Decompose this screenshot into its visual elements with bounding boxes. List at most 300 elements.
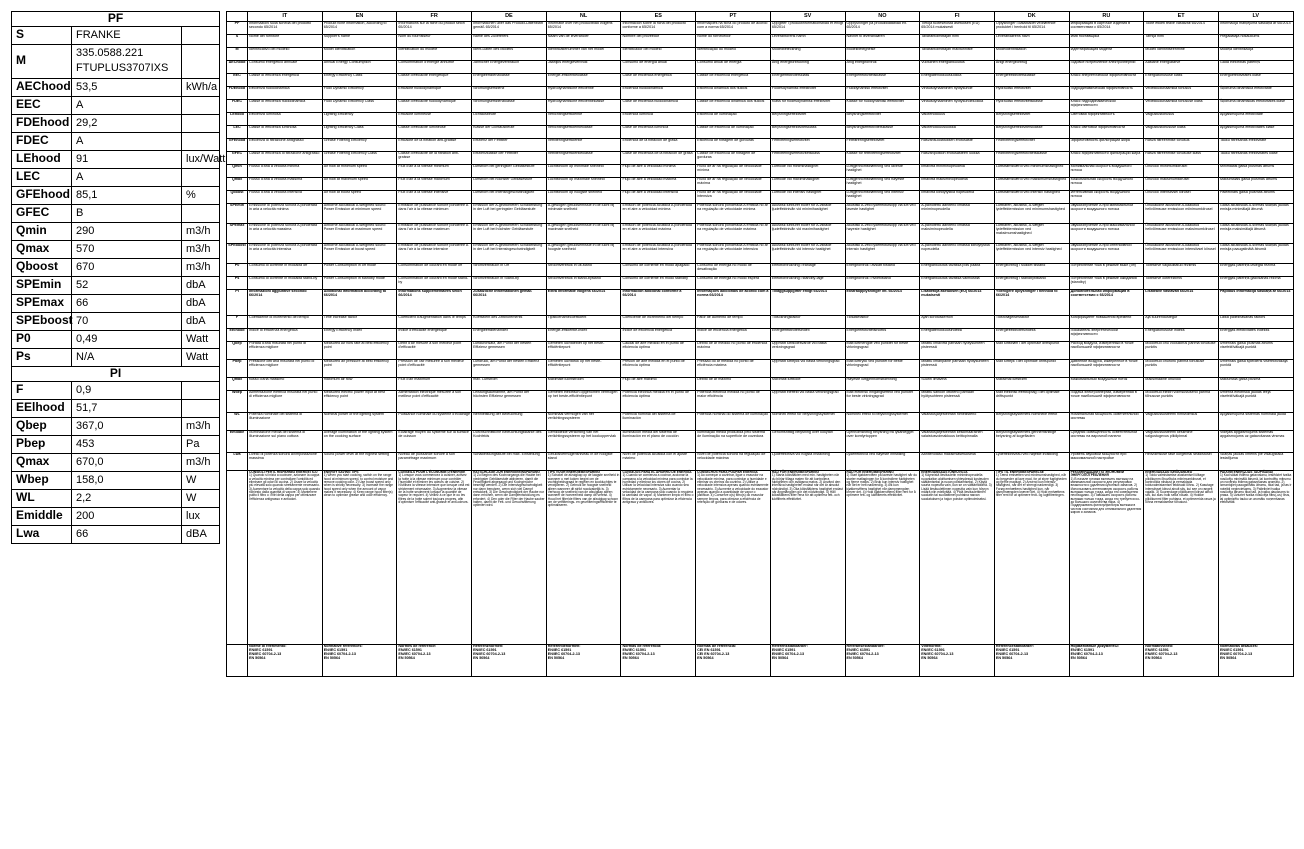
translation-cell: Potência nominal do sistema de iluminação [696,413,771,431]
spec-unit [182,96,220,114]
translation-cell: Mõõdetud elektri võimsussisend parima tõhususe punktis [1144,391,1219,413]
norms-title: Norme di riferimento: [249,644,287,648]
translation-cell: Toitetarve väljalülitatud režiimis [1144,264,1219,277]
translation-cell: Tavarantoimittajan mallitunniste [920,48,995,61]
translation-cell: Akustisk luftburet buller för A-viktade ljudeffektnivån vid maximihastighet [770,224,845,244]
translation-cell: Información adicional conforme a 66/2014 [621,290,696,316]
spec-value: 670 [72,258,182,276]
norms-title: Normatīvās atsauces: [1219,644,1259,648]
translation-cell: Leverandørens navn [994,35,1069,48]
spec-unit: lux/Watt [182,150,220,168]
translation-cell: Flusso d'aria a velocità intensiva [248,191,323,204]
translation-cell: Indice di efficienza energetica [248,329,323,342]
translation-cell: Emisión de potencia acústica A ponderada en el aire a velocidad intensiva [621,244,696,264]
translation-cell: Ajan korotuskerroin [920,316,995,329]
translation-cell: Measured Air flow rate at best efficiency point [322,342,397,360]
norms-cell [322,645,397,677]
translation-cell: Yderligere oplysninger i henhold til 66/2014 [994,290,1069,316]
energy-tips-cell [621,471,696,645]
translation-cell: Informations sur la fiche du produit selon 65/2014 [397,22,472,35]
translation-cell: Årlig energiforbruk [845,61,920,74]
energy-tips-cell [994,471,1069,645]
translation-cell: Aastane energiatarve [1144,61,1219,74]
translation-cell: Air flow at maximum speed [322,178,397,191]
spec-unit: m3/h [182,240,220,258]
row-key: FDEhood [227,87,248,100]
translation-cell: Potência sonora ponderada A emitida no ar na regulação de velocidade mínima [696,204,771,224]
translation-cell: Nennleistung der Beleuchtung [472,413,547,431]
energy-tips-cell [1144,471,1219,645]
translation-cell: Gemeten elektrisch opgenomen vermogen op het beste-efficiëntiepunt [546,391,621,413]
norms-cell [1144,645,1219,677]
translation-row [227,378,1294,391]
translation-cell: Klasse der Lichtausbeute [472,126,547,139]
translation-row [227,126,1294,139]
translation-cell: Virtausdynaaminen hyötysuhdeluokka [920,100,995,113]
spec-value: 570 [72,240,182,258]
row-key: Qbep [227,342,248,360]
translation-row [227,391,1294,413]
translation-cell: Piegādātāja nosaukums [1218,35,1293,48]
translation-cell: Product fiche information, according to 65/2014 [322,22,397,35]
translation-cell: Nom du fournisseur [397,35,472,48]
energy-tips-title: ENERGIASÄÄSTUNÕUANDED [1145,470,1193,474]
norms-cell [994,645,1069,677]
translation-cell: Подача электроэнергии, измеренная в точке наибольшей эффективности [1069,391,1144,413]
translation-cell: Hydrodynamische efficiëntieklasse [546,100,621,113]
translation-cell: Strömungseffizienzklasse [472,100,547,113]
norms-cell [696,645,771,677]
translation-cell: Valotehokkuusluokka [920,126,995,139]
spec-row [12,168,220,186]
translation-cell: Tauku filtrēšanas efektivitāte [1218,139,1293,152]
translation-cell: Akustisk A-veid lydeffektutslipp via luft ved høyeste hastighet [845,224,920,244]
translation-cell: Flujo de aire a velocidad máxima [621,178,696,191]
translation-cell: Nominaal vermogen van het verlichtingssysteem [546,413,621,431]
translation-cell: Vuotuinen energiankulutus [920,61,995,74]
translation-cell: Classe de eficiência dinâmica dos fluidos [696,100,771,113]
translation-cell: Toote etiketi teave vastavalt 65/2014 [1144,22,1219,35]
translation-cell: Sound power level at the highest setting [322,453,397,471]
norm-line: EN/IEC 61591 [547,647,572,652]
translation-cell: Nível de potência sonora na regulação de velocidade máxima [696,453,771,471]
translation-cell: Apgaismojuma efektivitāte [1218,113,1293,126]
spec-value: A [72,168,182,186]
spec-value: A [72,132,182,150]
translation-cell: Consommation d'énergie annuelle [397,61,472,74]
translation-cell: Airborne acoustical A-weighted sound Power Emission at maximum speed [322,224,397,244]
translation-cell: Fluxo de ar na regulação de velocidade máxima [696,178,771,191]
energy-tips-title: TIPS VOOR ENERGIEBESPARING [547,470,601,474]
norm-line: EN 50564 [547,655,565,660]
translation-cell: Eficiencia lumínica [621,113,696,126]
translation-cell: Energy Efficiency Index [322,329,397,342]
energy-tips-cell [920,471,995,645]
translation-cell: Livello di potenza sonora all'impostazione massima [248,453,323,471]
translation-row [227,152,1294,165]
translation-row [227,61,1294,74]
translation-cell: Name des Zulieferers [472,35,547,48]
translation-cell: Emission de puissance sonore pondérée A dans l'air à la vitesse intensive [397,244,472,264]
translation-cell: Fluid Dynamic Efficiency [322,87,397,100]
spec-unit: m3/h [182,258,220,276]
spec-unit: dbA [182,312,220,330]
translation-cell: Informationen über das Produkt-Datenblatt gemäß 65/2014 [472,22,547,35]
translation-cell: Efficienza fluidodinamica [248,87,323,100]
translation-row [227,178,1294,191]
translation-cell: Efficienza di filtrazione antigrasso [248,139,323,152]
energy-tips-title: RÅD FOR ENERGIBESPARING [846,470,894,474]
row-key: AEChood [227,61,248,74]
translation-cell: Emission der A-gewichteten Schallleistung in der Luft bei geringster Gebläsestufe [472,204,547,224]
translation-cell: Classe d'efficacité de la filtration anti-graisse [397,152,472,165]
spec-row [12,276,220,294]
translation-cell: Fluxo de ar na regulação de velocidade mínima [696,165,771,178]
energy-tips-text: 1) Quando si inizia a cucinare, azionare la cappa a velocità minima per controllare l'umidità ed eliminare gli odori di cucina. 2) Usare la velocità più elevata solo quando strettamente necessario. 3) Aumentare la velocità della cappa solo quando richiesto dalla quantità di vapore. 4) Mantenere pulito il filtro o i filtri della cappa per ottimizzare l'efficienza antigrasso e antiodori. [249,473,321,501]
translation-cell: Maksimālā gaisa plūsma [1218,378,1293,391]
translation-cell: Effektförbrukning i frånläge [770,264,845,277]
translation-cell: Rasva filtreerimise tõhususe klass [1144,152,1219,165]
translation-cell: Emission der A-gewichteten Schallleistung in der Luft bei höchster Gebläsestufe [472,224,547,244]
translation-cell: Mõõdetud õhu voolukiirus parima tõhususe punktis [1144,342,1219,360]
translation-cell: Средняя освещенность осветительной системы на варочной панели [1069,431,1144,453]
translation-cell: Målt elektrisk effektoptag i det optimale driftspunkt [994,391,1069,413]
translation-cell: Energiatõhususe indeks [1144,329,1219,342]
translation-cell: Enerģijas patēriņš izslēgtā režīmā [1218,264,1293,277]
translation-cell: Potência sonora ponderada A emitida no ar na regulação de velocidade intensiva [696,244,771,264]
spec-value: 453 [72,435,182,453]
translation-cell: Consumo anual de energia [696,61,771,74]
translation-cell: Šķidruma dinamiskā efektivitāte [1218,87,1293,100]
spec-key: Qbep [12,417,72,435]
language-header: NL [546,12,621,22]
translation-cell: Luftflöde vid intensiv hastighet [770,191,845,204]
translation-cell: Потребление тока в режиме выкл (off) [1069,264,1144,277]
norm-line: CEI EN 61591 [697,647,721,652]
translation-cell: Akustisk A-veid lydeffektutslipp via luft ved intensiv hastighet [845,244,920,264]
row-key [227,645,248,677]
translation-row [227,139,1294,152]
spec-row [12,525,220,543]
row-key: F [227,316,248,329]
norm-line: EN/IEC 60704-2-13 [249,651,282,656]
translation-cell: Iluminação média produzida pelo sistema de iluminação na superfície de cozedura [696,431,771,453]
translation-cell: Leverantörens namn [770,35,845,48]
row-key: EEC [227,74,248,87]
spec-key: Qboost [12,258,72,276]
energy-tips-title: ENERGIANSÄÄSTÖNEUVOJA [921,470,968,474]
translation-cell: Naam van de leverancier [546,35,621,48]
spec-row [12,312,220,330]
translation-cell: Consumo de corriente en modo apagado [621,264,696,277]
spec-value: 200 [72,507,182,525]
translation-cell: Tauku filtrēšanas efektivitātes klase [1218,152,1293,165]
translation-row [227,74,1294,87]
translation-cell: Additional information according to 66/2014 [322,290,397,316]
translation-cell: Rasvanpoiston erotusasteen luokka [920,152,995,165]
spec-unit [182,381,220,399]
norm-line: EN/IEC 61591 [323,647,348,652]
norms-cell [770,645,845,677]
language-header: DK [994,12,1069,22]
translation-cell: Illuminazione media del sistema di illuminazione sul piano cottura [248,431,323,453]
spec-unit: kWh/a [182,78,220,96]
translation-cell: Gaisa akustiskās A-svērtās skaņas jaudas emisija paaugstinātā ātrumā [1218,244,1293,264]
language-header: DE [472,12,547,22]
translation-cell: Õhukaudne akustiline A-kaalutud helivõimsuse emissioon maksimumkiirusel [1144,224,1219,244]
norms-cell [397,645,472,677]
translation-cell: Luftstrom bei geringster Gebläsestufe [472,165,547,178]
spec-row [12,132,220,150]
norms-title: Referentienormen: [547,644,581,648]
translation-cell: maximum air flow [322,378,397,391]
norms-cell [248,645,323,677]
translation-cell: Класс световой эффективности [1069,126,1144,139]
translation-cell: Ljudeffektnivå vid högsta inställning [770,453,845,471]
translation-cell: Informações na ficha do produto de acordo com a norma 65/2014 [696,22,771,35]
translation-cell: Ilmavirta maksiminopeudella [920,178,995,191]
translation-cell: Eficiência dinâmica dos fluidos [696,87,771,100]
spec-key: S [12,26,72,44]
spec-row [12,44,220,78]
translation-cell: Luftstrømsværdi ved maksimumshastighed [994,178,1069,191]
translation-cell: Световая эффективность [1069,113,1144,126]
translation-cell: Power Consumption in standby mode [322,277,397,290]
translation-cell: Lydeffektniveau ved højeste indstilling [994,453,1069,471]
translation-cell: Расход воздуха, измеренный в точке наибольшей эффективности [1069,342,1144,360]
translation-cell: Modellbeteckning [770,48,845,61]
spec-value: 51,7 [72,399,182,417]
translation-cell: Minimālais gaisa plūsmas ātrums [1218,165,1293,178]
translation-cell: Débit d'air mesuré à son meilleur point d'efficacité [397,342,472,360]
translation-row [227,264,1294,277]
translation-cell: Målt luftmengde ved punktet for beste virkningsgrad [845,342,920,360]
spec-unit: Pa [182,435,220,453]
translation-cell: Luchtstroom op maximale snelheid [546,178,621,191]
translation-cell: Strömungseffizienz [472,87,547,100]
translation-row [227,191,1294,204]
translation-cell: Maksimaalne õhuvool [1144,378,1219,391]
translation-row [227,224,1294,244]
translation-cell: Mudeli identifitseerimine [1144,48,1219,61]
row-key: M [227,48,248,61]
translation-cell: Emissione di potenza sonora A ponderata in aria a velocità massima [248,224,323,244]
translation-cell: Hydrodynamische efficiëntie [546,87,621,100]
translation-cell: Maximale luchtstroom [546,378,621,391]
language-header-row [227,12,1294,22]
spec-key: FDEhood [12,114,72,132]
translation-cell: Fedtfiltreringseffektivitet [994,139,1069,152]
translation-cell: Helivõimsuse tase kõrgeimal seadistusel [1144,453,1219,471]
translation-cell: Consumo de corriente en modo standby [621,277,696,290]
translation-cell: Energiatehokkuusindeksi [920,329,995,342]
translation-cell: Õhuvool intensiivsel kiirusel [1144,191,1219,204]
norm-line: EN/IEC 61591 [622,647,647,652]
translation-cell: Stroomverbruik in uit-stand [546,264,621,277]
translation-cell: Luftdruck, am Punkt der besten Effizienz gemessen [472,360,547,378]
energy-tips-cell [696,471,771,645]
translation-cell: Classe d'efficacité lumineuse [397,126,472,139]
translation-cell: Hydraulisk effektivitet [994,87,1069,100]
spec-unit: Watt [182,348,220,366]
translation-cell: Emisión de potencia acústica A ponderada en el aire a velocidad máxima [621,224,696,244]
norm-line: EN/IEC 60704-2-13 [995,651,1029,656]
translation-cell: Pressione dell'aria misurata nel punto di efficienza migliore [248,360,323,378]
spec-row [12,222,220,240]
translation-cell: Luftgjennomstrømning ved intensiv hastighet [845,191,920,204]
row-key: FDEC [227,100,248,113]
translation-row [227,87,1294,100]
norms-cell [920,645,995,677]
spec-key: SPEmax [12,294,72,312]
translation-cell: Leistungsaufnahme, am Punkt der höchsten Effizienz gemessen [472,391,547,413]
spec-unit: dbA [182,276,220,294]
translation-cell: Informazioni sulla scheda del prodotto secondo 65/2014 [248,22,323,35]
translation-cell: Mitattu ilmanpaine parhaan hyötysuhteen pisteessä [920,360,995,378]
translation-cell: Luftflöde vid maximihastighet [770,178,845,191]
translation-cell: Målt lufttrykk ved punktet for beste virkningsgrad [845,360,920,378]
translation-cell: Gemeten luchtdebiet op het beste-efficiëntiepunt [546,342,621,360]
spec-value: 0,49 [72,330,182,348]
translation-cell: Flux d'air à la vitesse minimum [397,165,472,178]
translation-cell: Energieffektivitetsindeks [994,329,1069,342]
norm-line: EN 50564 [771,655,789,660]
energy-tips-title: CONSIGLI PER IL RISPARMIO ENERGETICO [249,470,318,474]
translation-cell: Stromverbrauch in Off [472,264,547,277]
translation-cell: Годовое потребление электроэнергии [1069,61,1144,74]
translation-table [226,11,1294,677]
translation-cell: Звукоизлучение А при интенсивной скорости воздушного потока [1069,244,1144,264]
translation-cell: Класс энергетической эффективности [1069,74,1144,87]
translation-cell: Extra informatie volgens 66/2014 [546,290,621,316]
spec-key: LEC [12,168,72,186]
translation-cell: Tidsøkefaktor [845,316,920,329]
spec-row [12,78,220,96]
translation-cell: Energiankulutus tavassa pois päältä [920,264,995,277]
translation-cell: Akustisk luftburet buller för A-viktade ljudeffektnivån vid intensiv hastighet [770,244,845,264]
translation-cell: Genomsnittlig belysning över kokytan [770,431,845,453]
translation-row [227,244,1294,264]
energy-tips-text: 1) Cuando se comienza a cocinar, accionar la campana a la velocidad mínima para controlar la humedad y eliminar los olores de cocina. 2) Utilizar la velocidad intensiva sólo cuando sea estrictamente necesario. 3) Aumentar la velocidad de la campana sólo cuando lo requiera la cantidad de vapor. 4) Mantener limpio el filtro o filtros de la campana para optimizar la eficiencia antigrasa y antiolores. [622,473,694,505]
energy-tips-title: PADOMI ENERĢIJAS TAUPĪŠANAI [1219,470,1273,474]
translation-cell: Airborne acoustical A-weighted sound Power Emission at boost speed [322,244,397,264]
norm-line: EN/IEC 61591 [995,647,1020,652]
translation-cell: Интенсивная скорость воздушного потока [1069,191,1144,204]
translation-cell: Izmērītais gaisa plūsmas ātrums visefektīvākajā punktā [1218,342,1293,360]
norm-line: EN/IEC 60704-2-13 [473,651,506,656]
translation-cell: Consumo de energia no modo de desativação [696,264,771,277]
translation-cell: Eficiência de filtragem de gorduras [696,139,771,152]
translation-cell: Uppmätt lufttryck vid bästa verkningsgrad [770,360,845,378]
translation-cell: Informazioni aggiuntive secondo 66/2014 [248,290,323,316]
translation-cell: Õhuvool maksimumkiirusel [1144,178,1219,191]
spec-row [12,26,220,44]
spec-key: P0 [12,330,72,348]
translation-cell: Emission de puissance sonore pondérée A dans l'air à la vitesse minimum [397,204,472,224]
translation-cell: Schallleistungsstufe bei max. Einstellung [472,453,547,471]
translation-row [227,316,1294,329]
translation-row [227,165,1294,178]
translation-cell: Average illumination of the lighting system on the cooking surface [322,431,397,453]
spec-row [12,240,220,258]
translation-cell: Mõõdetud õhurõhk parima tõhususe punktis [1144,360,1219,378]
translation-cell: Energieffektivitetsklass [770,74,845,87]
translation-cell: Enerģijas patēriņš gaidīšanas režīmā [1218,277,1293,290]
translation-cell: Luftbåren, akustisk, A-vægtet lydeffektemission ved maksimumshastighed [994,224,1069,244]
translation-cell: Clase de eficiencia de la filtración de grasa [621,152,696,165]
row-key: Wbep [227,391,248,413]
translation-cell: Índice de eficiencia energética [621,329,696,342]
translation-cell: Puissance nominale du système d'éclairage [397,413,472,431]
translation-cell: A-gewogen geluidsemissie in de lucht bij maximale snelheid [546,224,621,244]
translation-cell: Informācija marķējumā saskaņā ar 65/2014 [1218,22,1293,35]
translation-cell: Flujo de aire máximo [621,378,696,391]
translation-cell: Izmērītā elektriskā jaudas ieeja visefektīvākajā punktā [1218,391,1293,413]
translation-cell: Air flow at boost speed [322,191,397,204]
translation-cell: Uppmätt luftflödesvärde vid bästa verkningsgrad [770,342,845,360]
translation-cell: Energieffektivitetsindex [770,329,845,342]
translation-cell: Grease Filtering Efficiency Class [322,152,397,165]
translation-cell: Identificação do modelo [696,48,771,61]
pi-section-header-row [12,366,220,381]
translation-cell: Effektförbrukning i standby-läge [770,277,845,290]
norm-line: EN 50564 [995,655,1013,660]
translation-cell: Emission der A-gewichteten Schallleistung in der Luft bei Intensivgeschwindigkeit [472,244,547,264]
translation-cell: Alimentazione elettrica misurata nel punto di efficienza migliore [248,391,323,413]
row-key: SPEmin [227,204,248,224]
norms-title: Normas de referencia: [622,644,662,648]
translation-cell: Rasva filtreerimise tõhusus [1144,139,1219,152]
translation-cell: Šķidruma dinamiskās efektivitātes klase [1218,100,1293,113]
translation-cell: Energiforbruk i hviletilstand [845,277,920,290]
spec-row [12,294,220,312]
translation-cell: Laika palielināšanās faktors [1218,316,1293,329]
norm-line: EN 50564 [473,655,490,660]
norms-row [227,645,1294,677]
translation-cell: Consumo di corrente in modalità off [248,264,323,277]
norm-line: EN/IEC 60704-2-13 [1219,651,1253,656]
energy-tips-text: 1) Kad sākat ēdiena gatavošanu, ieslēdziet tvaika nosūcēju minimālā ātrumā, lai kontrolētu mitrumu un novērstu ēdiena gatavošanas aromātu. 2) Izmantojiet paaugstinātu ātrumu, tikai tad, ja tas ir noteikti nepieciešams. 3) Palieliniet tvaika nosūcēja ātrumu tikai tad, ja tvaika daudzums to prasa. 4) Uzturiet tvaika nosūcēja filtru(-us) tīrus, lai optimizētu tauku un aromātu noņemšanas efektivitāti. [1219,473,1292,505]
translation-cell: Coefficiente di incremento del tempo [248,316,323,329]
row-key: Qboost [227,191,248,204]
energy-tips-title: CONSEJOS PARA EL AHORRO DE ENERGÍA [622,470,692,474]
translation-cell: Класс эффективности фильтрации жира [1069,152,1144,165]
translation-cell: Iluminación media del sistema de iluminación en el plano de cocción [621,431,696,453]
spec-unit: W [182,489,220,507]
spec-row [12,258,220,276]
row-key: GFEC [227,152,248,165]
translation-cell: Emissione di potenza sonora A ponderata in aria a velocità minima [248,204,323,224]
energy-tips-title: CONSELHOS PARA POUPAR ENERGIA [697,470,758,474]
row-key: PF [227,22,248,35]
norm-line: EN 50564 [1145,655,1162,660]
translation-cell: Consommation de courant en mode off [397,264,472,277]
translation-cell: Årlig energiförbrukning [770,61,845,74]
translation-cell: Lichtausbeute [472,113,547,126]
translation-cell: A-painotettu ääniteho ilmassa maksiminopeudella [920,224,995,244]
spec-key: Qmax [12,240,72,258]
translation-cell: Clase de eficiencia energética [621,74,696,87]
translation-cell: Toitetarve ooterežiimis [1144,277,1219,290]
translation-row [227,453,1294,471]
spec-value: 53,5 [72,78,182,96]
spec-key: Ps [12,348,72,366]
translation-cell: Clase de eficiencia fluidodinámica [621,100,696,113]
translation-cell: Valgustustõhususe klass [1144,126,1219,139]
norm-line: EN/IEC 60704-2-13 [1070,651,1103,656]
translation-cell: Valgustustõhusus [1144,113,1219,126]
translation-cell: Fluxo de ar na regulação de velocidade intensiva [696,191,771,204]
